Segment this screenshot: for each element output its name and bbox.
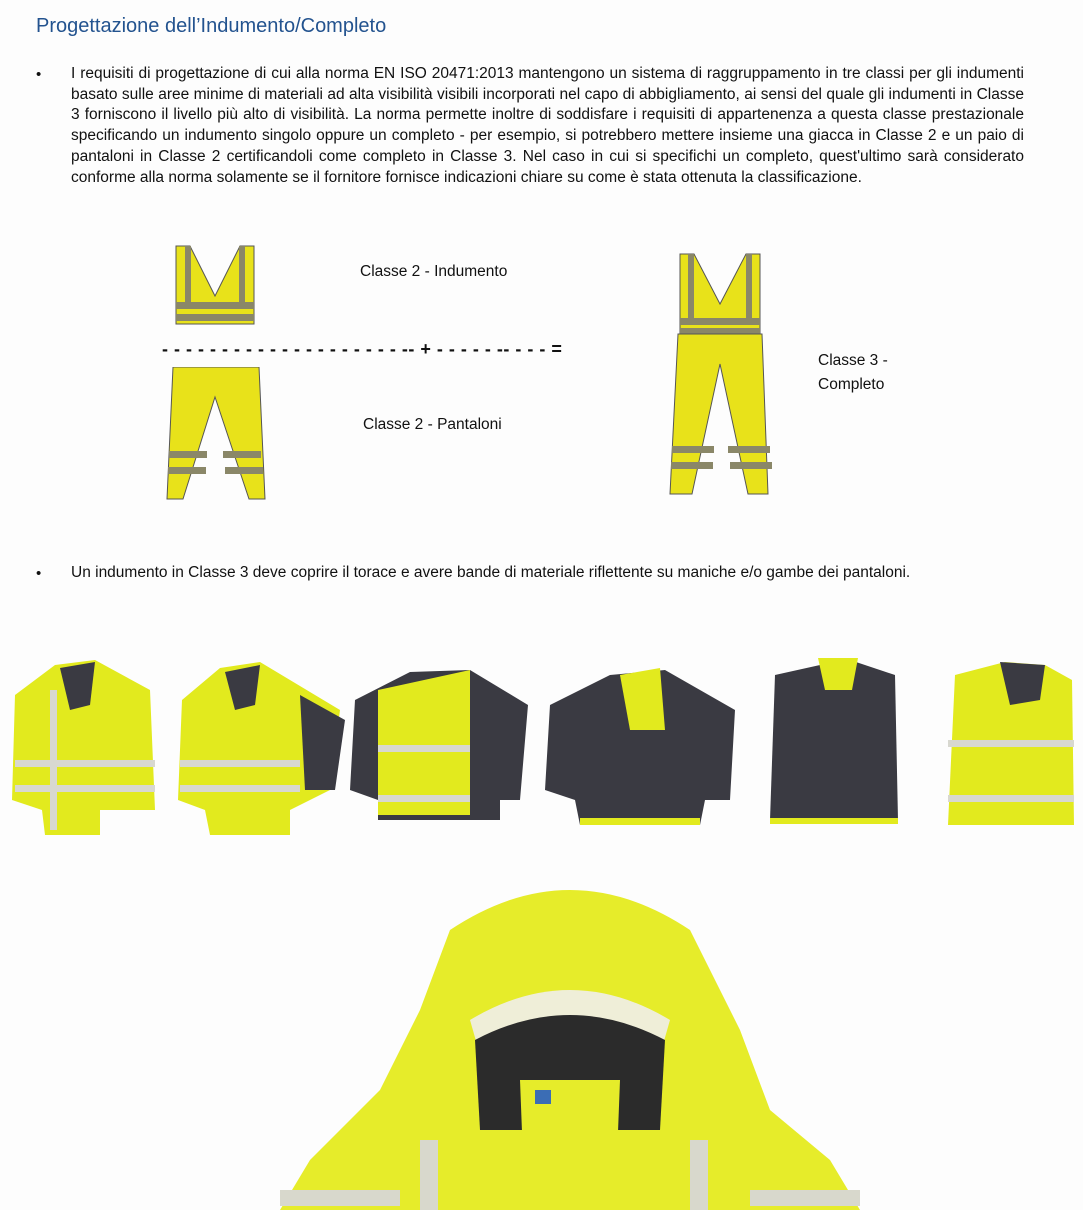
hivis-jacket-closeup-image: [270, 870, 870, 1210]
jacket-config-3: [350, 670, 528, 820]
bullet-2: •: [36, 565, 42, 582]
trousers-label: Classe 2 - Pantaloni: [363, 416, 502, 433]
bullet-1: •: [36, 66, 42, 83]
class3-coverall-image: [666, 252, 774, 496]
paragraph-requirements: I requisiti di progettazione di cui alla norma EN ISO 20471:2013 mantengono un sistema di raggruppamento in tre classi per gli indumenti basato sulle aree minime di materiali ad alta visibilità visibili incorporati nel capo di abbigliamento, ai sensi del quale gli indumenti in Classe 3 forniscono il livello più alto di visibilità. La norma permette inoltre di soddisfare i requisiti di appartenenza a questa classe prestazionale specificando un indumento singolo oppure un completo - per esempio, si potrebbero mettere insieme una giacca in Classe 2 e un paio di pantaloni in Classe 2 certificandoli come completo in Classe 3. Nel caso in cui si specifichi un completo, quest'ultimo sarà considerato conforme alla norma solamente se il fornitore fornisce indicazioni chiare su come è stata ottenuta la classificazione.: [71, 65, 1024, 186]
paragraph-class3: Un indumento in Classe 3 deve coprire il torace e avere bande di materiale riflettente su maniche e/o gambe dei pantaloni.: [71, 564, 911, 581]
coverall-label-line1: Classe 3 -: [818, 352, 888, 369]
class2-trousers-image: [165, 367, 267, 501]
vest-label: Classe 2 - Indumento: [360, 263, 508, 280]
jacket-config-4: [545, 668, 735, 825]
class2-vest-image: [172, 244, 258, 326]
jacket-config-2: [178, 662, 345, 835]
coverall-label-line2: Completo: [818, 376, 885, 393]
equation-separator: - - - - - - - - - - - - - - - - - - - - -- + - - - - - -- - - - =: [162, 339, 563, 359]
jacket-configurations-image: [0, 650, 1083, 845]
jacket-config-1: [12, 660, 155, 835]
jacket-config-5: [770, 658, 898, 824]
section-heading: Progettazione dell’Indumento/Completo: [36, 15, 387, 37]
jacket-config-6: [948, 662, 1074, 825]
